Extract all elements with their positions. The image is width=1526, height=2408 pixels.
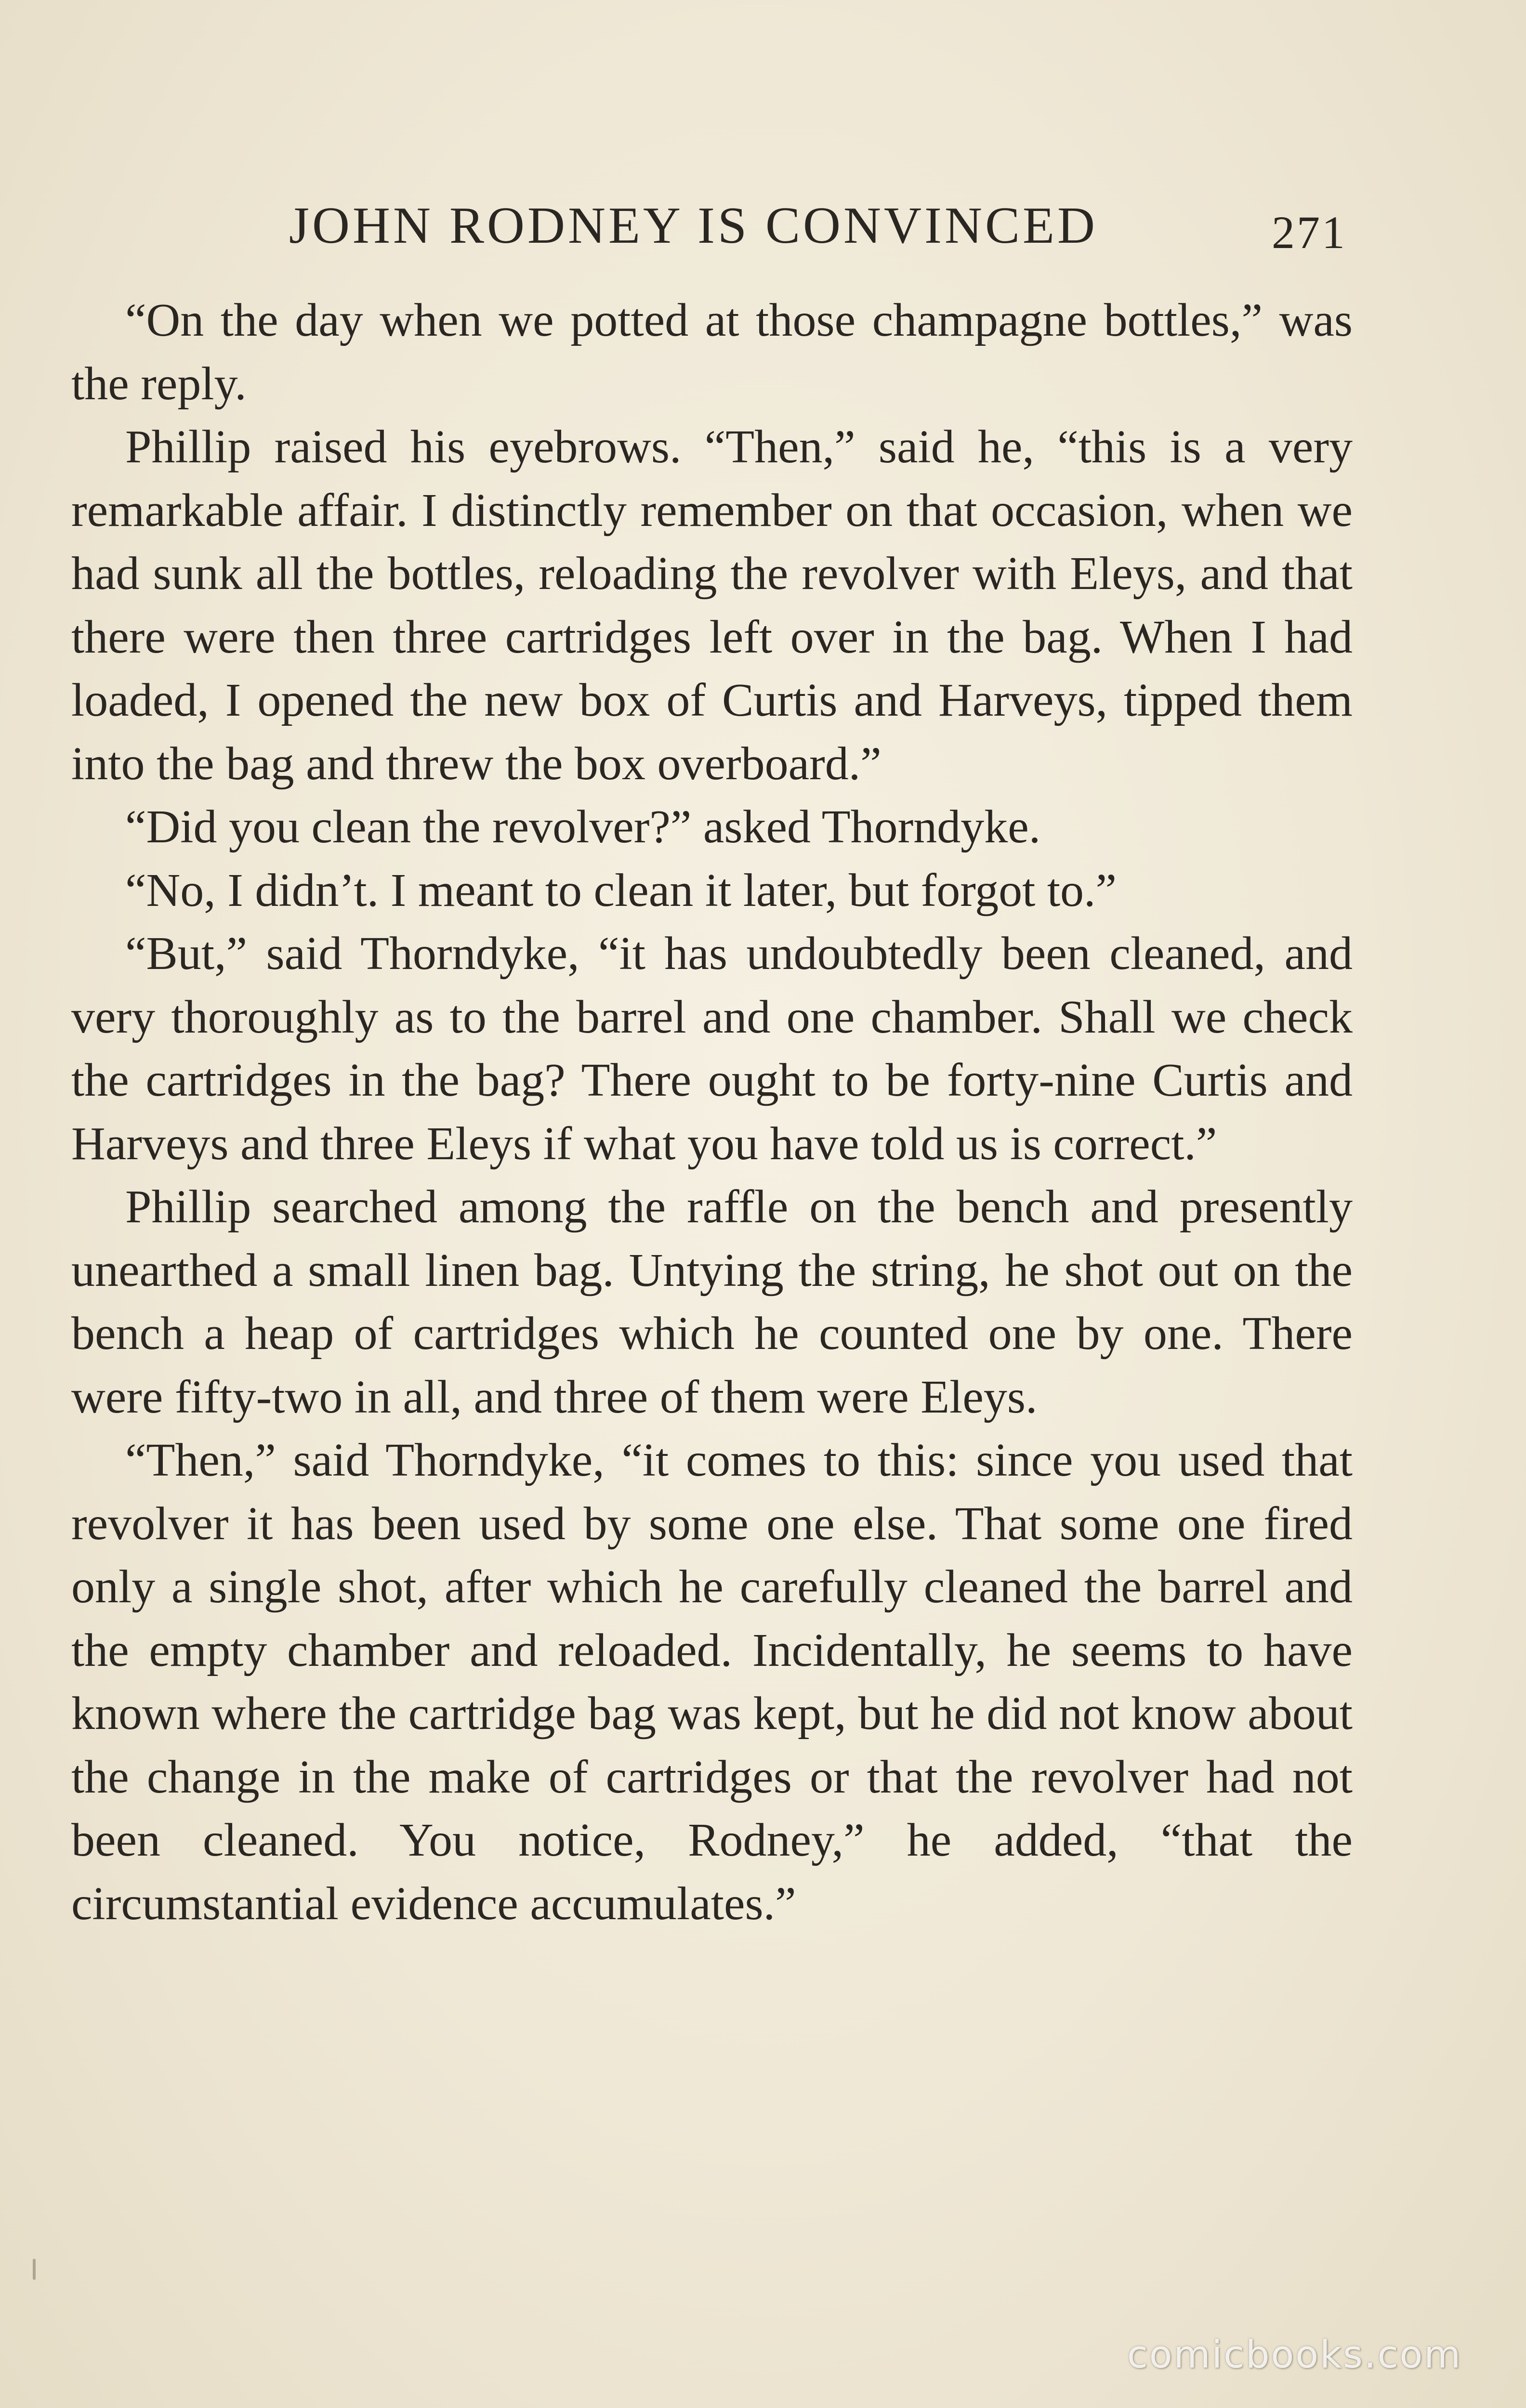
paragraph: “No, I didn’t. I meant to clean it later, but forgot to.” [125, 864, 1117, 916]
watermark: comicbooks.com [1127, 2333, 1462, 2377]
running-title: JOHN RODNEY IS CONVINCED [289, 197, 1098, 254]
paragraph: “But,” said Thorndyke, “it has undoubtedly been cleaned, and very thoroughly as to the barrel and one chamber. Shall we check the cartridges in the bag? There ought to be forty-nine Curtis and Harveys and three Eleys if what you have told us is correct.” [71, 928, 1353, 1170]
page-header [0, 190, 1526, 258]
paragraph: Phillip raised his eyebrows. “Then,” said he, “this is a very remarkable affair. I distinctly remember on that occasion, when we had sunk all the bottles, reloading the revolver with Eleys, and that there were then three cartridges left over in the bag. When I had loaded, I opened the new box of Curtis and Harveys, tipped them into the bag and threw the box overboard.” [71, 421, 1353, 790]
paragraph: “Then,” said Thorndyke, “it comes to this: since you used that revolver it has been used by some one else. That some one fired only a single shot, after which he carefully cleaned the barrel and the empty chamber and reloaded. Incidentally, he seems to have known where the cartridge bag was kept, but he did not know about the change in the make of cartridges or that the revolver had not been cleaned. You notice, Rodney,” he added, “that the circumstantial evidence accumulates.” [71, 1434, 1353, 1930]
paragraph: “Did you clean the revolver?” asked Thorndyke. [125, 801, 1041, 853]
paragraph: “On the day when we potted at those champagne bottles,” was the reply. [71, 294, 1353, 410]
page-number: 271 [1272, 207, 1347, 258]
paper-speck [33, 2259, 36, 2280]
paragraph: Phillip searched among the raffle on the bench and presently unearthed a small linen bag. Untying the string, he shot out on the bench a heap of cartridges which he counted one by one. There were fifty-two in all, and three of them were Eleys. [71, 1181, 1353, 1423]
body-text [71, 289, 1353, 1936]
